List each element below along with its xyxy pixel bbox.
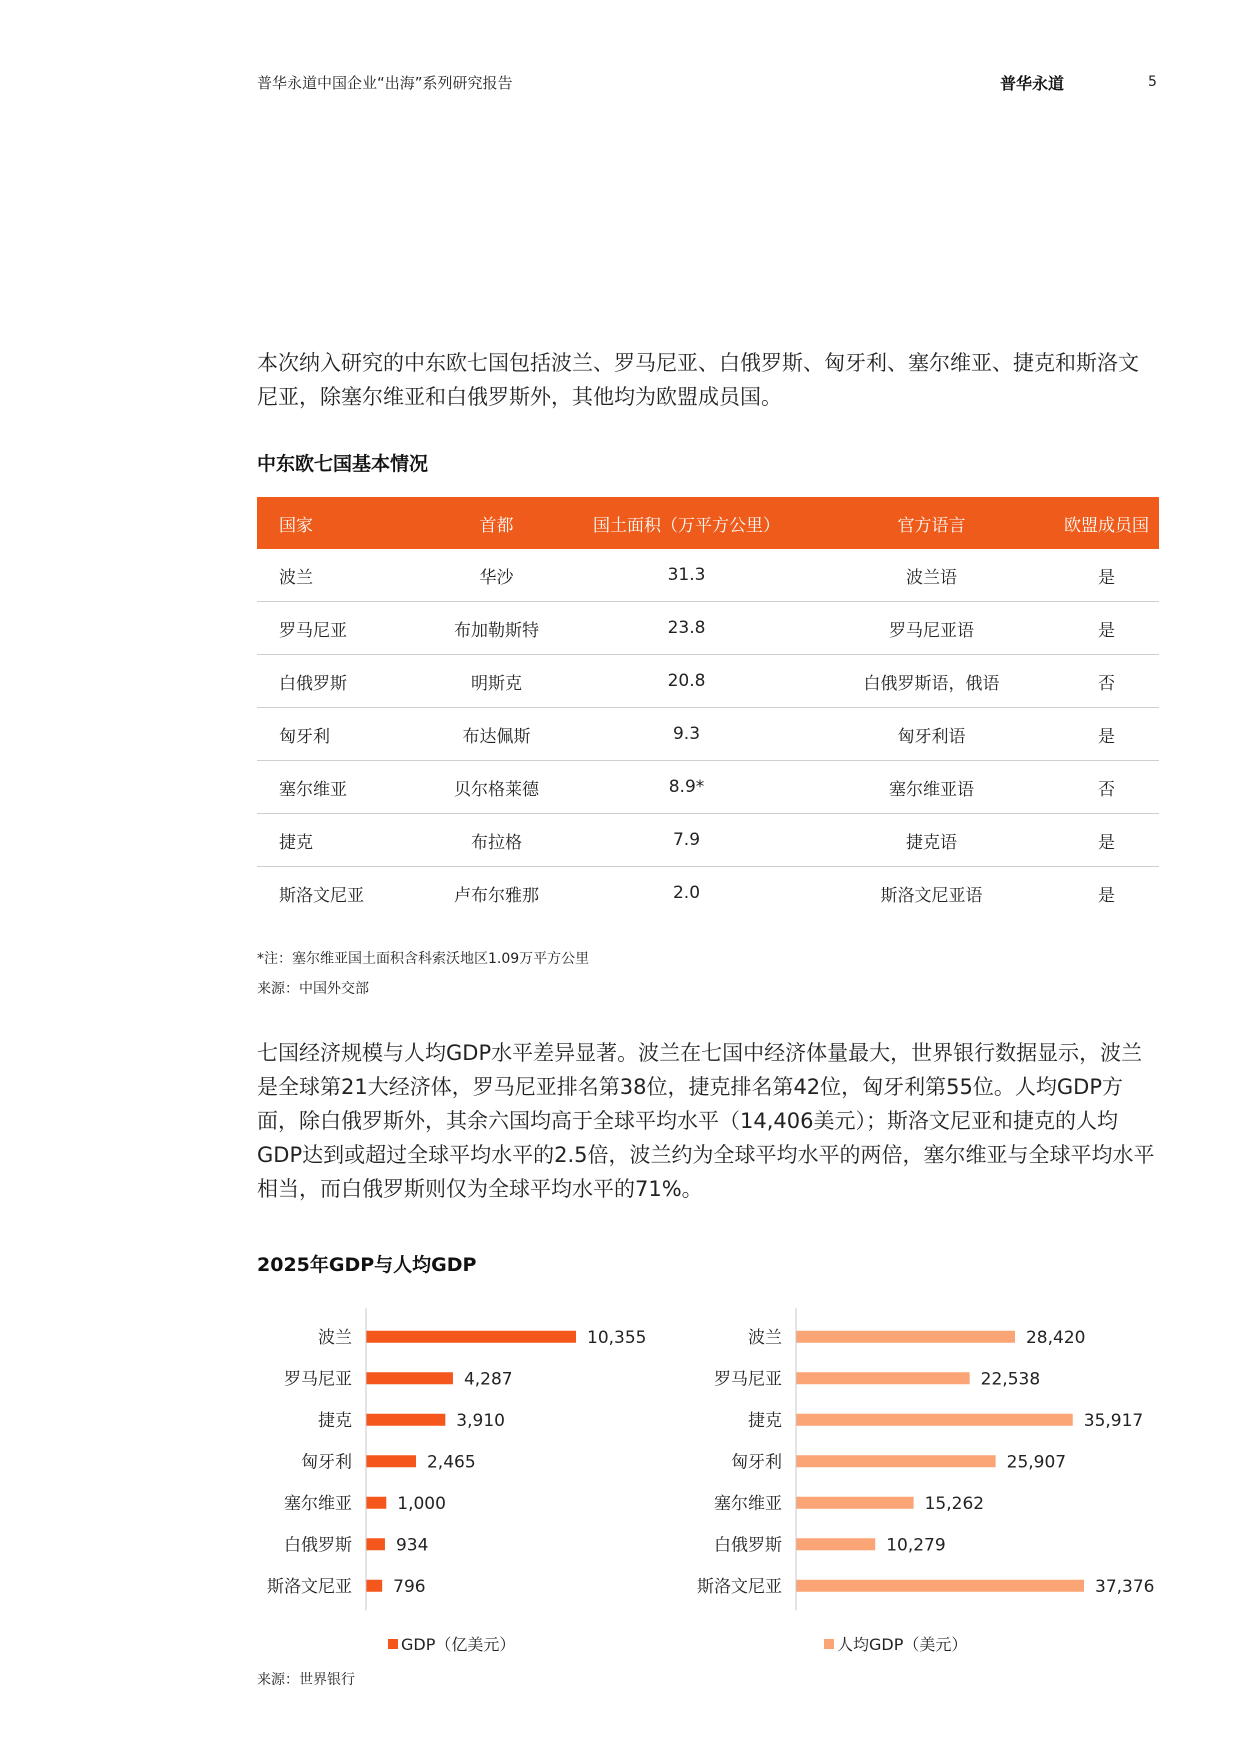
gdp-per-capita-bar — [796, 1414, 1073, 1426]
gdp-category-label: 斯洛文尼亚 — [267, 1576, 352, 1597]
gdp-legend — [388, 1632, 515, 1655]
cell-country: 罗马尼亚 — [257, 602, 429, 655]
table-row — [257, 867, 1159, 920]
cell-eu-member: 是 — [1098, 885, 1115, 906]
cell-capital: 布达佩斯 — [429, 708, 564, 761]
cell-country: 斯洛文尼亚 — [279, 885, 364, 906]
cell-capital: 华沙 — [429, 549, 564, 602]
cell-capital: 明斯克 — [429, 655, 564, 708]
gdp-per-capita-data-label: 10,279 — [886, 1535, 946, 1556]
gdp-per-capita-data-label: 28,420 — [1025, 1327, 1086, 1348]
header-country: 国家 — [257, 497, 429, 549]
gdp-bar — [366, 1331, 576, 1343]
gdp-per-capita-category-label: 波兰 — [748, 1327, 782, 1348]
report-header-title: 普华永道中国企业“出海”系列研究报告 — [257, 74, 513, 92]
cell-language: 白俄罗斯语，俄语 — [809, 655, 1054, 708]
gdp-per-capita-bar — [796, 1455, 996, 1467]
cell-capital: 布拉格 — [429, 814, 564, 867]
gdp-category-label: 波兰 — [318, 1327, 352, 1348]
cell-country: 匈牙利 — [257, 708, 429, 761]
intro-paragraph: 本次纳入研究的中东欧七国包括波兰、罗马尼亚、白俄罗斯、匈牙利、塞尔维亚、捷克和斯洛文尼亚，除塞尔维亚和白俄罗斯外，其他均为欧盟成员国。 — [257, 351, 1139, 409]
gdp-per-capita-category-label: 斯洛文尼亚 — [697, 1576, 782, 1597]
gdp-category-label: 匈牙利 — [301, 1452, 352, 1473]
cell-language: 匈牙利语 — [809, 708, 1054, 761]
gdp-per-capita-bar — [796, 1538, 875, 1550]
header-eu-member: 欧盟成员国 — [1054, 497, 1159, 549]
cell-capital: 贝尔格莱德 — [429, 761, 564, 814]
gdp-bar-chart — [250, 1308, 710, 1603]
table-row — [257, 761, 1159, 814]
cell-capital: 布加勒斯特 — [429, 602, 564, 655]
chart-title: 2025年GDP与人均GDP — [257, 1254, 477, 1276]
cell-eu-member: 是 — [1054, 549, 1159, 602]
cell-area: 20.8 — [564, 655, 809, 708]
table-source: 来源：中国外交部 — [257, 981, 369, 997]
table-header-row — [257, 497, 1159, 549]
gdp-per-capita-data-label: 22,538 — [980, 1369, 1041, 1390]
table-row — [257, 814, 1159, 867]
table-footnote: *注：塞尔维亚国土面积含科索沃地区1.09万平方公里 — [257, 951, 590, 967]
table-title: 中东欧七国基本情况 — [257, 453, 429, 475]
gdp-per-capita-bar — [796, 1497, 914, 1509]
page-number: 5 — [1148, 74, 1157, 90]
cell-language: 捷克语 — [809, 814, 1054, 867]
gdp-data-label: 4,287 — [463, 1369, 513, 1390]
gdp-bar — [366, 1580, 382, 1592]
brand-name: 普华永道 — [1000, 74, 1065, 93]
gdp-per-capita-bar — [796, 1372, 970, 1384]
gdp-data-label: 796 — [393, 1576, 426, 1597]
header-area: 国土面积（万平方公里） — [564, 497, 809, 549]
gdp-bar-chart-svg — [250, 1308, 710, 1603]
header-language: 官方语言 — [809, 497, 1054, 549]
economy-paragraph: 七国经济规模与人均GDP水平差异显著。波兰在七国中经济体量最大，世界银行数据显示，波兰是全球第21大经济体，罗马尼亚排名第38位，捷克排名第42位，匈牙利第55位。人均GDP方面，除白俄罗斯外，其余六国均高于全球平均水平（14,406美元）；斯洛文尼亚和捷克的人均GDP达到或超过全球平均水平的2.5倍，波兰约为全球平均水平的两倍，塞尔维亚与全球平均水平相当，而白俄罗斯则仅为全球平均水平的71%。 — [257, 1041, 1155, 1201]
gdp-per-capita-legend — [824, 1632, 967, 1655]
cell-country: 塞尔维亚 — [257, 761, 429, 814]
gdp-per-capita-data-label: 35,917 — [1083, 1410, 1144, 1431]
cell-eu-member: 否 — [1054, 761, 1159, 814]
table-row — [257, 602, 1159, 655]
gdp-per-capita-bar — [796, 1331, 1015, 1343]
gdp-data-label: 3,910 — [456, 1410, 505, 1431]
table-row — [257, 655, 1159, 708]
cell-eu-member: 否 — [1054, 655, 1159, 708]
cell-area: 8.9* — [564, 761, 809, 814]
gdp-per-capita-bar-chart — [683, 1308, 1155, 1603]
gdp-data-label: 1,000 — [397, 1493, 446, 1514]
cell-language: 塞尔维亚语 — [809, 761, 1054, 814]
gdp-bar — [366, 1372, 453, 1384]
gdp-legend-label: GDP（亿美元） — [401, 1635, 516, 1654]
cell-language: 斯洛文尼亚语 — [880, 885, 983, 906]
gdp-category-label: 白俄罗斯 — [284, 1535, 352, 1556]
cell-eu-member: 是 — [1054, 602, 1159, 655]
gdp-category-label: 塞尔维亚 — [284, 1493, 352, 1514]
chart-source: 来源：世界银行 — [257, 1672, 355, 1688]
gdp-legend-swatch — [388, 1639, 398, 1649]
cell-country: 波兰 — [257, 549, 429, 602]
cell-country: 捷克 — [257, 814, 429, 867]
cell-area: 9.3 — [564, 708, 809, 761]
gdp-bar — [366, 1414, 445, 1426]
gdp-per-capita-category-label: 塞尔维亚 — [714, 1493, 782, 1514]
header-capital: 首都 — [429, 497, 564, 549]
gdp-bar — [366, 1538, 385, 1550]
country-info-table — [257, 497, 1159, 919]
gdp-data-label: 934 — [395, 1535, 429, 1556]
gdp-category-label: 罗马尼亚 — [284, 1369, 352, 1390]
table-row — [257, 708, 1159, 761]
cell-area: 31.3 — [564, 549, 809, 602]
gdp-per-capita-legend-swatch — [824, 1639, 834, 1649]
gdp-per-capita-category-label: 白俄罗斯 — [714, 1535, 782, 1556]
gdp-per-capita-data-label: 15,262 — [924, 1493, 985, 1514]
gdp-per-capita-category-label: 罗马尼亚 — [714, 1369, 782, 1390]
gdp-data-label: 10,355 — [587, 1327, 647, 1348]
cell-capital: 卢布尔雅那 — [454, 885, 539, 906]
gdp-per-capita-bar — [796, 1580, 1084, 1592]
gdp-data-label: 2,465 — [426, 1452, 476, 1473]
gdp-category-label: 捷克 — [318, 1410, 352, 1431]
gdp-per-capita-bar-chart-svg — [683, 1308, 1155, 1603]
gdp-per-capita-category-label: 捷克 — [748, 1410, 782, 1431]
cell-eu-member: 是 — [1054, 708, 1159, 761]
gdp-per-capita-data-label: 25,907 — [1006, 1452, 1067, 1473]
cell-language: 罗马尼亚语 — [809, 602, 1054, 655]
gdp-per-capita-data-label: 37,376 — [1095, 1576, 1155, 1597]
gdp-per-capita-legend-label: 人均GDP（美元） — [837, 1635, 968, 1654]
gdp-bar — [366, 1497, 386, 1509]
cell-area: 2.0 — [672, 883, 701, 903]
gdp-bar — [366, 1455, 416, 1467]
gdp-per-capita-category-label: 匈牙利 — [731, 1452, 782, 1473]
cell-area: 23.8 — [564, 602, 809, 655]
cell-area: 7.9 — [564, 814, 809, 867]
cell-eu-member: 是 — [1054, 814, 1159, 867]
table-row — [257, 549, 1159, 602]
cell-language: 波兰语 — [809, 549, 1054, 602]
cell-country: 白俄罗斯 — [257, 655, 429, 708]
